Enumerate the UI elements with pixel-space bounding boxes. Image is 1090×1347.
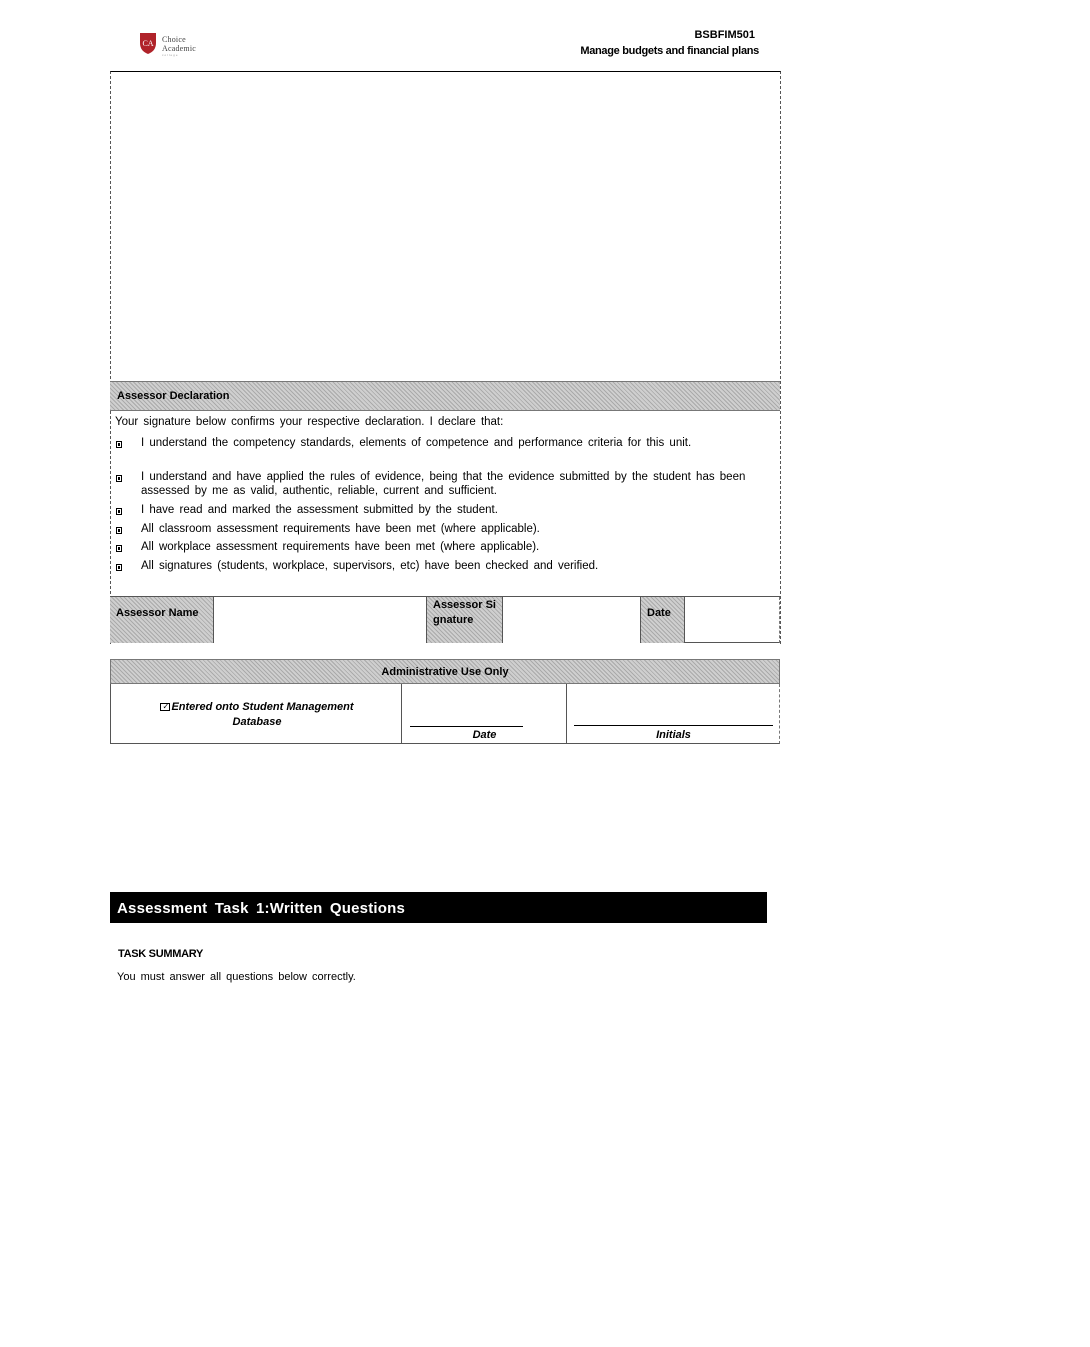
admin-initials-cell [567,684,780,743]
bullet-checkbox-icon [116,564,122,571]
assessment-task-banner [110,892,767,923]
assessor-declaration-header [110,381,780,411]
task-instruction: You must answer all questions below correctly. [117,971,356,983]
date-label: Date [641,597,685,643]
declaration-item: All workplace assessment requirements have been met (where applicable). [141,541,540,553]
declaration-item: All classroom assessment requirements have been met (where applicable). [141,523,540,535]
date-signature-line[interactable] [410,726,523,727]
declaration-item: I understand the competency standards, elements of competence and performance criteria for this unit. [141,437,692,449]
bullet-checkbox-icon [116,527,122,534]
admin-date-cell [402,684,567,743]
bullet-checkbox-icon [116,475,122,482]
declaration-item: I have read and marked the assessment submitted by the student. [141,504,498,516]
entered-label: Entered onto Student Management Database [171,701,354,728]
logo-text-line3: college [162,53,179,57]
college-logo [138,31,208,59]
assessor-name-label: Assessor Name [110,597,214,643]
assessment-task-title: Assessment Task 1:Written Questions [117,900,406,917]
svg-text:CA: CA [142,39,154,48]
initials-signature-line[interactable] [574,725,773,726]
logo-text-line2: Academic [162,44,197,53]
admin-body [110,684,780,744]
assessor-signature-row [110,596,780,643]
assessor-signature-label: Assessor Signature [427,597,503,643]
declaration-item: I understand and have applied the rules of evidence, being that the evidence submitted by the student has been assessed by me as valid, authentic, reliable, current and sufficient. [141,471,746,497]
assessor-declaration-title: Assessor Declaration [117,390,230,402]
date-field[interactable] [685,597,780,643]
logo-text-line1: Choice [162,35,186,44]
task-summary-heading: TASK SUMMARY [118,948,204,960]
declaration-intro: Your signature below confirms your respective declaration. I declare that: [115,416,504,428]
admin-date-label: Date [472,729,497,741]
unit-title: Manage budgets and financial plans [580,45,759,57]
admin-header: Administrative Use Only [110,659,780,684]
admin-initials-label: Initials [656,729,691,741]
assessor-signature-field[interactable] [503,597,641,643]
admin-entered-cell [111,684,402,743]
assessor-name-field[interactable] [214,597,427,643]
bullet-checkbox-icon [116,545,122,552]
entered-checkbox[interactable] [160,703,170,711]
bullet-checkbox-icon [116,508,122,515]
unit-code: BSBFIM501 [694,29,755,41]
admin-table [110,659,780,744]
crest-icon [138,31,158,55]
declaration-item: All signatures (students, workplace, supervisors, etc) have been checked and verified. [141,560,599,572]
bullet-checkbox-icon [116,441,122,448]
